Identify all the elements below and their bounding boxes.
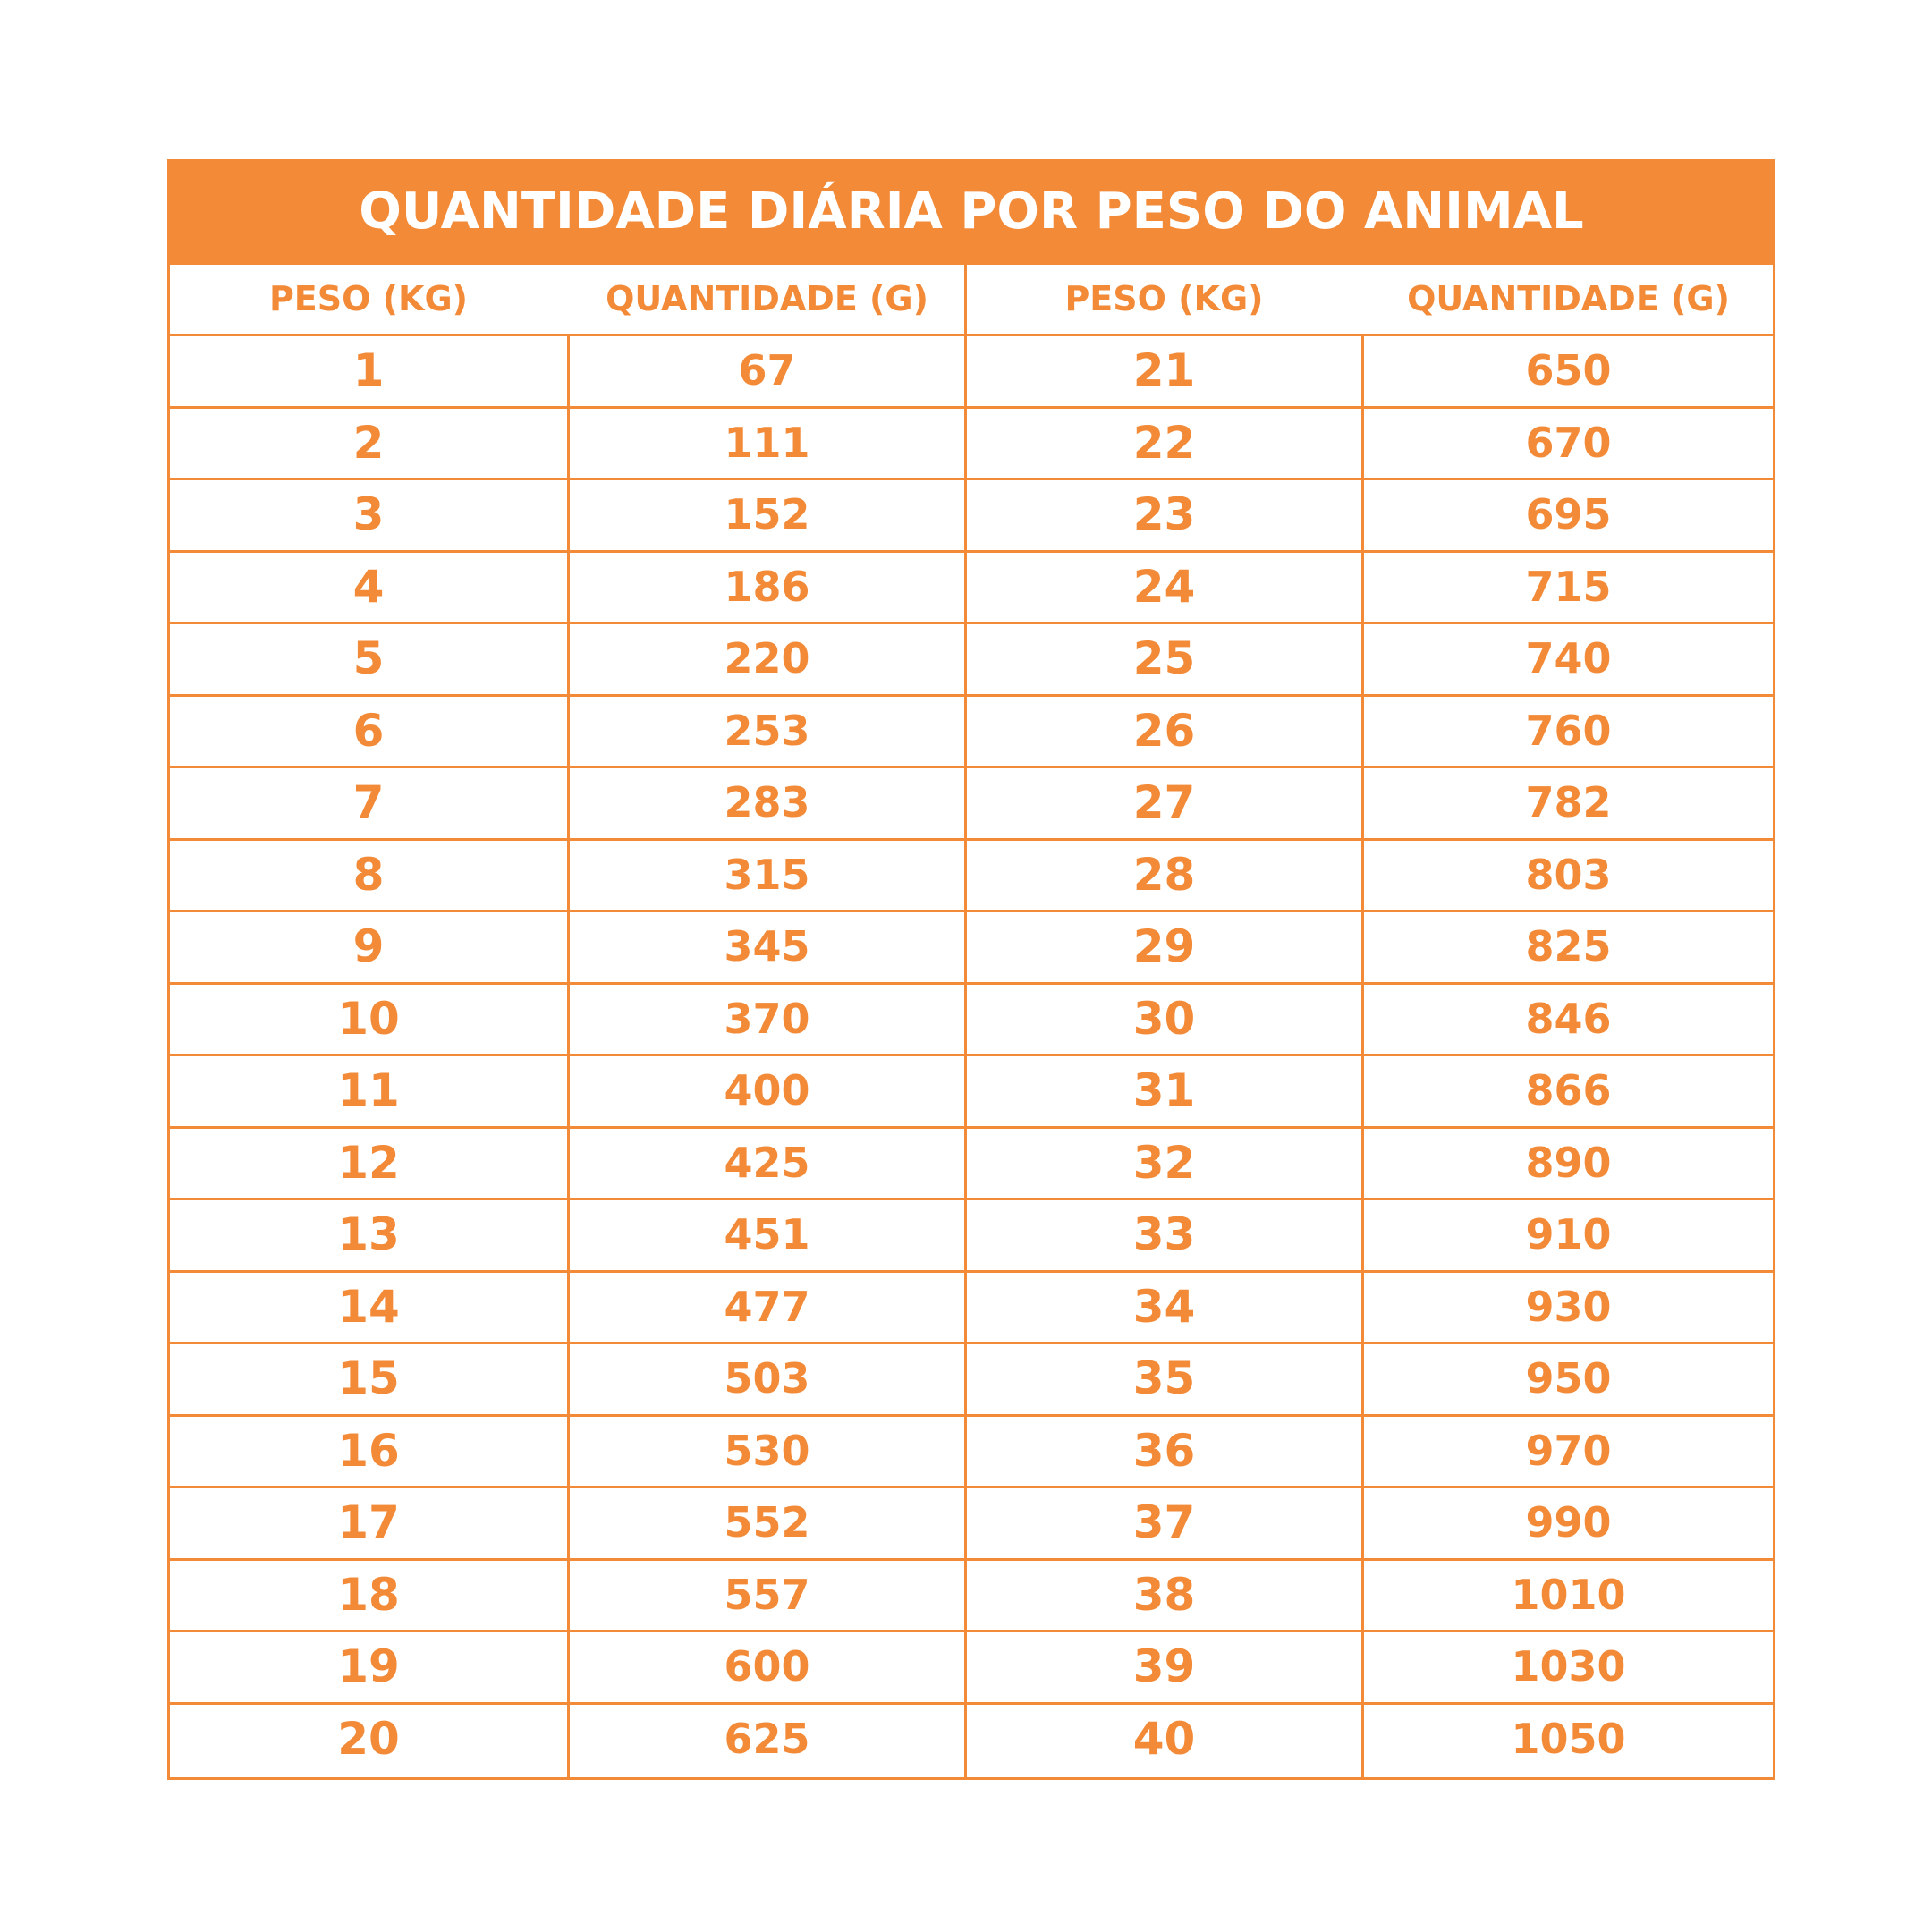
table-row (170, 553, 1773, 625)
table-row (170, 1273, 1773, 1345)
header-quantidade-left: QUANTIDADE (G) (606, 279, 928, 318)
quantidade-left-cell: 345 (724, 922, 810, 970)
peso-left-cell: 15 (337, 1352, 400, 1404)
quantidade-right-cell: 1030 (1511, 1642, 1626, 1690)
peso-right-cell: 36 (1132, 1424, 1196, 1477)
quantidade-right-cell: 950 (1525, 1354, 1612, 1402)
peso-right-cell: 32 (1132, 1136, 1196, 1189)
quantidade-left-cell: 477 (724, 1282, 810, 1331)
quantidade-right-cell: 1010 (1511, 1570, 1626, 1619)
peso-left-cell: 6 (352, 704, 385, 757)
peso-right-cell: 34 (1132, 1280, 1196, 1333)
quantidade-left-cell: 152 (724, 490, 810, 538)
peso-left-cell: 17 (337, 1496, 400, 1548)
peso-left-cell: 5 (352, 632, 385, 684)
peso-left-cell: 4 (352, 560, 385, 613)
peso-right-cell: 24 (1132, 560, 1196, 613)
peso-left-cell: 16 (337, 1424, 400, 1477)
peso-left-cell: 14 (337, 1280, 400, 1333)
table-row (170, 1129, 1773, 1201)
quantidade-right-cell: 803 (1525, 850, 1612, 899)
table-row (170, 1705, 1773, 1777)
peso-left-cell: 1 (352, 344, 385, 396)
table-row (170, 1200, 1773, 1273)
peso-left-cell: 2 (352, 416, 385, 469)
peso-left-cell: 11 (337, 1064, 400, 1116)
quantidade-left-cell: 451 (724, 1210, 810, 1258)
peso-right-cell: 21 (1132, 344, 1196, 396)
peso-right-cell: 28 (1132, 848, 1196, 901)
table-row (170, 1056, 1773, 1129)
header-peso-right: PESO (KG) (1064, 279, 1264, 318)
quantidade-left-cell: 557 (724, 1570, 810, 1619)
quantidade-right-cell: 715 (1525, 562, 1612, 611)
peso-right-cell: 30 (1132, 992, 1196, 1045)
quantidade-right-cell: 695 (1525, 490, 1612, 538)
header-row (170, 265, 1773, 336)
peso-right-cell: 31 (1132, 1064, 1196, 1116)
table-row (170, 768, 1773, 841)
peso-left-cell: 10 (337, 992, 400, 1045)
quantidade-right-cell: 740 (1525, 634, 1612, 682)
peso-left-cell: 20 (337, 1712, 400, 1765)
peso-left-cell: 12 (337, 1136, 400, 1189)
quantidade-left-cell: 552 (724, 1498, 810, 1546)
peso-left-cell: 7 (352, 776, 385, 828)
table-row (170, 1632, 1773, 1705)
peso-right-cell: 37 (1132, 1496, 1196, 1548)
peso-right-cell: 25 (1132, 632, 1196, 684)
table-row (170, 1488, 1773, 1561)
quantidade-left-cell: 600 (724, 1642, 810, 1690)
table-body (170, 336, 1773, 1777)
peso-right-cell: 26 (1132, 704, 1196, 757)
quantidade-right-cell: 910 (1525, 1210, 1612, 1258)
peso-right-cell: 39 (1132, 1640, 1196, 1692)
quantidade-left-cell: 400 (724, 1066, 810, 1114)
quantidade-right-cell: 670 (1525, 418, 1612, 467)
table-row (170, 409, 1773, 481)
peso-left-cell: 13 (337, 1208, 400, 1260)
quantidade-right-cell: 990 (1525, 1498, 1612, 1546)
table-row (170, 985, 1773, 1057)
quantidade-right-cell: 825 (1525, 922, 1612, 970)
peso-left-cell: 19 (337, 1640, 400, 1692)
peso-right-cell: 40 (1132, 1712, 1196, 1765)
quantidade-right-cell: 866 (1525, 1066, 1612, 1114)
peso-left-cell: 9 (352, 920, 385, 972)
peso-right-cell: 33 (1132, 1208, 1196, 1260)
quantidade-left-cell: 503 (724, 1354, 810, 1402)
quantidade-left-cell: 220 (724, 634, 810, 682)
quantidade-left-cell: 625 (724, 1714, 810, 1763)
peso-right-cell: 27 (1132, 776, 1196, 828)
quantidade-left-cell: 530 (724, 1426, 810, 1475)
quantidade-left-cell: 425 (724, 1138, 810, 1187)
peso-right-cell: 29 (1132, 920, 1196, 972)
quantidade-right-cell: 650 (1525, 346, 1612, 394)
table-row (170, 1344, 1773, 1417)
header-quantidade-right: QUANTIDADE (G) (1407, 279, 1730, 318)
quantidade-left-cell: 253 (724, 706, 810, 755)
table-row (170, 480, 1773, 553)
feeding-table (167, 159, 1775, 1780)
table-row (170, 841, 1773, 913)
table-title: QUANTIDADE DIÁRIA POR PESO DO ANIMAL (167, 159, 1775, 265)
quantidade-right-cell: 760 (1525, 706, 1612, 755)
header-peso-left: PESO (KG) (268, 279, 469, 318)
quantidade-left-cell: 283 (724, 778, 810, 826)
table-row (170, 912, 1773, 985)
table-row (170, 336, 1773, 409)
quantidade-right-cell: 970 (1525, 1426, 1612, 1475)
peso-left-cell: 8 (352, 848, 385, 901)
peso-right-cell: 38 (1132, 1568, 1196, 1621)
quantidade-left-cell: 315 (724, 850, 810, 899)
quantidade-left-cell: 370 (724, 994, 810, 1043)
peso-left-cell: 18 (337, 1568, 400, 1621)
table-row (170, 1417, 1773, 1489)
peso-right-cell: 35 (1132, 1352, 1196, 1404)
peso-right-cell: 22 (1132, 416, 1196, 469)
table-row (170, 1561, 1773, 1633)
quantidade-right-cell: 1050 (1511, 1714, 1626, 1763)
table-row (170, 624, 1773, 697)
quantidade-left-cell: 67 (738, 346, 796, 394)
quantidade-right-cell: 846 (1525, 994, 1612, 1043)
quantidade-right-cell: 782 (1525, 778, 1612, 826)
quantidade-left-cell: 186 (724, 562, 810, 611)
table-row (170, 697, 1773, 769)
quantidade-right-cell: 890 (1525, 1138, 1612, 1187)
quantidade-right-cell: 930 (1525, 1282, 1612, 1331)
peso-left-cell: 3 (352, 488, 385, 540)
quantidade-left-cell: 111 (724, 418, 810, 467)
peso-right-cell: 23 (1132, 488, 1196, 540)
